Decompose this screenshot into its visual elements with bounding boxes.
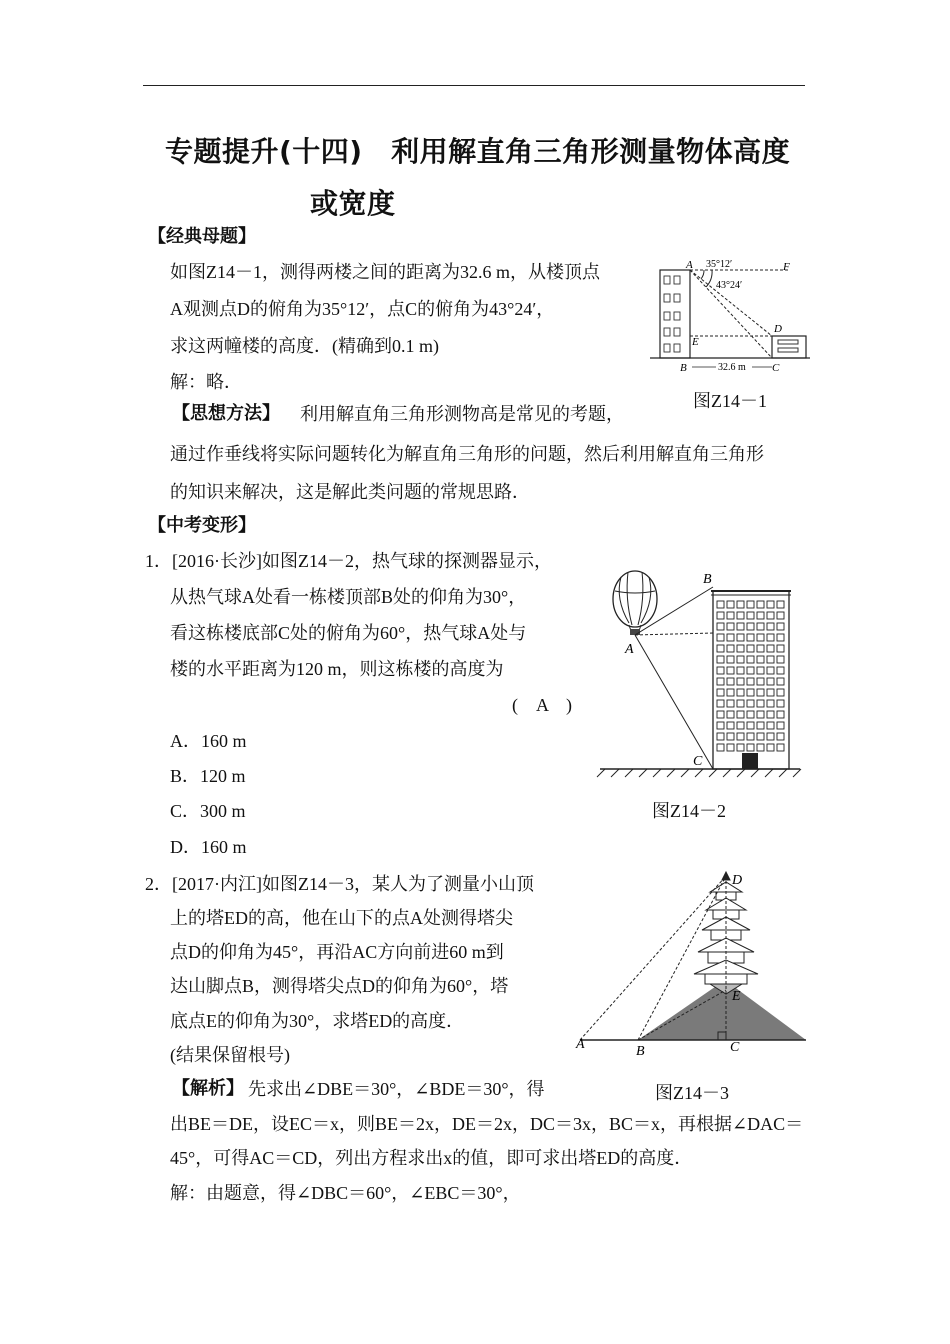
problem-text: A观测点D的俯角为35°12′，点C的俯角为43°24′， [170, 299, 555, 319]
question-text: 从热气球A处看一栋楼顶部B处的仰角为30°， [170, 587, 527, 607]
label-e: E [732, 989, 741, 1004]
option-b: B．120 m [170, 766, 246, 786]
question-text: 点D的仰角为45°，再沿AC方向前进60 m到 [170, 942, 504, 962]
answer-bracket: ( A ) [512, 695, 572, 715]
label-b: B [680, 362, 687, 374]
section-heading-exam: 【中考变形】 [148, 515, 256, 536]
figure-caption: 图Z14－3 [655, 1083, 729, 1103]
label-f: F [783, 261, 790, 273]
analysis-text: 先求出∠DBE＝30°，∠BDE＝30°，得 [248, 1079, 545, 1099]
page-title: 专题提升(十四) 利用解直角三角形测量物体高度 [165, 135, 791, 168]
figure-z14-2 [595, 565, 805, 785]
question-text: 楼的水平距离为120 m，则这栋楼的高度为 [170, 659, 504, 679]
question-text: 看这栋楼底部C处的俯角为60°，热气球A处与 [170, 623, 527, 643]
label-d: D [774, 323, 782, 335]
figure-z14-1 [650, 256, 810, 376]
option-a: A．160 m [170, 731, 247, 751]
label-d: D [732, 873, 743, 888]
figure-caption: 图Z14－1 [693, 391, 767, 411]
method-label: 【思想方法】 [172, 403, 280, 424]
solution-text: 解：由题意，得∠DBC＝60°，∠EBC＝30°， [170, 1183, 521, 1203]
analysis-label: 【解析】 [172, 1078, 244, 1099]
label-a: A [576, 1037, 585, 1052]
distance-label: 32.6 m [718, 362, 746, 373]
angle-label: 35°12′ [706, 259, 733, 270]
section-heading-classic: 【经典母题】 [148, 226, 256, 247]
problem-text: 如图Z14－1，测得两楼之间的距离为32.6 m，从楼顶点 [170, 262, 600, 282]
question-text: 上的塔ED的高，他在山下的点A处测得塔尖 [170, 908, 513, 928]
angle-label: 43°24′ [716, 280, 743, 291]
header-rule [143, 85, 805, 86]
question-text: 达山脚点B，测得塔尖点D的仰角为60°，塔 [170, 976, 509, 996]
label-c: C [772, 362, 780, 374]
option-d: D．160 m [170, 837, 247, 857]
question-text: 底点E的仰角为30°，求塔ED的高度． [170, 1011, 465, 1031]
label-a: A [625, 642, 634, 657]
page-title-continued: 或宽度 [310, 187, 396, 220]
method-text: 利用解直角三角形测物高是常见的考题， [300, 404, 624, 424]
question-text: 2．[2017·内江]如图Z14－3，某人为了测量小山顶 [145, 874, 534, 894]
problem-text: 求这两幢楼的高度．(精确到0.1 m) [170, 336, 439, 356]
option-c: C．300 m [170, 801, 246, 821]
label-b: B [703, 572, 712, 587]
question-text: (结果保留根号) [170, 1045, 290, 1065]
analysis-text: 45°，可得AC＝CD，列出方程求出x的值，即可求出塔ED的高度． [170, 1148, 693, 1168]
method-text: 的知识来解决，这是解此类问题的常规思路． [170, 482, 530, 502]
question-text: 1．[2016·长沙]如图Z14－2，热气球的探测器显示， [145, 551, 552, 571]
label-c: C [730, 1040, 740, 1055]
label-c: C [693, 754, 703, 769]
building-icon [711, 591, 791, 769]
analysis-text: 出BE＝DE，设EC＝x，则BE＝2x，DE＝2x，DC＝3x，BC＝x，再根据∠DAC＝ [170, 1114, 804, 1134]
label-e: E [692, 336, 699, 348]
label-a: A [686, 259, 693, 271]
solution-text: 解：略． [170, 372, 242, 392]
method-text: 通过作垂线将实际问题转化为解直角三角形的问题，然后利用解直角三角形 [170, 444, 764, 464]
figure-z14-3 [570, 868, 810, 1058]
label-b: B [636, 1044, 645, 1059]
figure-caption: 图Z14－2 [652, 801, 726, 821]
